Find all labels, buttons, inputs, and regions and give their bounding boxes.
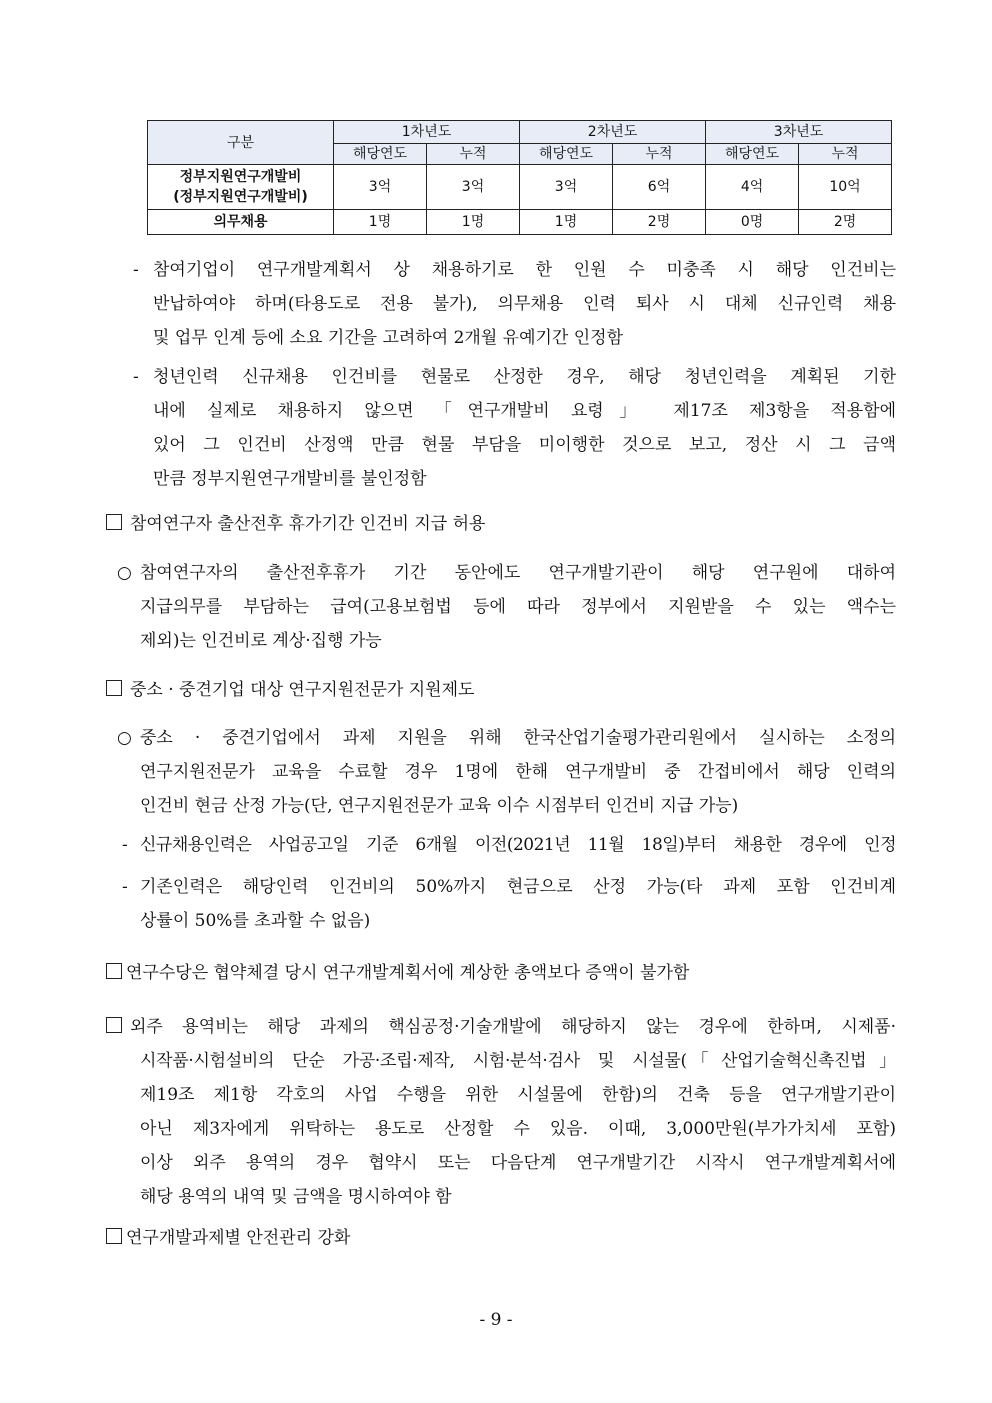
- paragraph-existing-staff: [140, 870, 896, 938]
- paragraph-research-expert: [140, 721, 896, 823]
- table-cell: 6억: [613, 165, 706, 210]
- dash-marker: -: [133, 367, 139, 387]
- checkbox-square-icon: [106, 963, 122, 979]
- header-year-3: 3차년도: [706, 121, 892, 144]
- text-line: 기존인력은 해당인력 인건비의 50%까지 현금으로 산정 가능(타 과제 포함 인건비계: [140, 877, 896, 897]
- text-line: 인건비 현금 산정 가능(단, 연구지원전문가 교육 이수 시점부터 인건비 지급 가능): [140, 796, 739, 816]
- text-line: 참여연구자의 출산전후휴가 기간 동안에도 연구개발기관이 해당 연구원에 대하여: [140, 563, 896, 583]
- text-line: 내에 실제로 채용하지 않으면 「연구개발비 요령」 제17조 제3항을 적용함에: [153, 401, 896, 421]
- dash-marker: -: [122, 877, 128, 897]
- dash-marker: -: [133, 260, 139, 280]
- header-year-2: 2차년도: [520, 121, 706, 144]
- paragraph-outsourcing-cont: [140, 1044, 896, 1214]
- text-line: 청년인력 신규채용 인건비를 현물로 산정한 경우, 해당 청년인력을 계획된 기한: [153, 367, 896, 387]
- heading-text: 연구개발과제별 안전관리 강화: [126, 1228, 351, 1248]
- text-line: 참여기업이 연구개발계획서 상 채용하기로 한 인원 수 미충족 시 해당 인건비는: [153, 260, 896, 280]
- text-line: 및 업무 인계 등에 소요 기간을 고려하여 2개월 유예기간 인정함: [153, 328, 623, 348]
- text-line: 해당 용역의 내역 및 금액을 명시하여야 함: [140, 1187, 452, 1207]
- text-line: 상률이 50%를 초과할 수 없음): [140, 911, 371, 931]
- funding-summary-table: [147, 120, 892, 235]
- header-year-1: 1차년도: [334, 121, 520, 144]
- header-category: 구분: [148, 121, 334, 165]
- subheader-current: 해당연도: [706, 144, 799, 165]
- row-label-line: 정부지원연구개발비: [179, 169, 302, 185]
- paragraph-youth-hiring: [153, 360, 896, 496]
- checkbox-marker-outsourcing: [106, 1010, 130, 1044]
- heading-text: 중소 · 중견기업 대상 연구지원전문가 지원제도: [130, 680, 475, 700]
- text-line: 아닌 제3자에게 위탁하는 용도로 산정할 수 있음. 이때, 3,000만원(부가가치세 포함): [140, 1119, 896, 1139]
- paragraph-new-hire: [140, 828, 896, 862]
- row-label-funding: [148, 165, 334, 210]
- dash-marker: -: [122, 835, 128, 855]
- table-cell: 10억: [799, 165, 892, 210]
- paragraph-refund-rule: [153, 253, 896, 355]
- paragraph-maternity-pay: [140, 556, 896, 658]
- table-cell: 4억: [706, 165, 799, 210]
- checkbox-square-icon: [106, 680, 122, 696]
- paragraph-outsourcing: [130, 1010, 896, 1044]
- table-cell: 1명: [334, 210, 427, 235]
- table-row: [148, 165, 892, 210]
- text-line: 반납하여야 하며(타용도로 전용 불가), 의무채용 인력 퇴사 시 대체 신규인력 채용: [153, 294, 896, 314]
- section-heading-research-allowance: [106, 956, 689, 990]
- subheader-cumulative: 누적: [613, 144, 706, 165]
- table-cell: 3억: [427, 165, 520, 210]
- checkbox-square-icon: [106, 514, 122, 530]
- table-cell: 3억: [520, 165, 613, 210]
- text-line: 시작품·시험설비의 단순 가공·조립·제작, 시험·분석·검사 및 시설물(「산업기술혁신촉진법」: [140, 1051, 896, 1071]
- text-line: 연구지원전문가 교육을 수료할 경우 1명에 한해 연구개발비 중 간접비에서 해당 인력의: [140, 762, 896, 782]
- row-label-hiring: 의무채용: [148, 210, 334, 235]
- section-heading-safety: [106, 1221, 350, 1255]
- text-line: 제19조 제1항 각호의 사업 수행을 위한 시설물에 한함)의 건축 등을 연구개발기관이: [140, 1085, 896, 1105]
- subheader-current: 해당연도: [520, 144, 613, 165]
- heading-text: 연구수당은 협약체결 당시 연구개발계획서에 계상한 총액보다 증액이 불가함: [126, 963, 690, 983]
- row-label-line: (정부지원연구개발비): [173, 189, 308, 205]
- checkbox-square-icon: [106, 1017, 122, 1033]
- text-line: 외주 용역비는 해당 과제의 핵심공정·기술개발에 해당하지 않는 경우에 한하며, 시제품·: [130, 1017, 896, 1037]
- circle-marker: ○: [117, 563, 132, 583]
- table-cell: 1명: [427, 210, 520, 235]
- section-heading-maternity: [106, 507, 485, 541]
- table-cell: 2명: [799, 210, 892, 235]
- subheader-cumulative: 누적: [427, 144, 520, 165]
- section-heading-research-expert: [106, 673, 474, 707]
- text-line: 있어 그 인건비 산정액 만큼 현물 부담을 미이행한 것으로 보고, 정산 시 그 금액: [153, 435, 896, 455]
- checkbox-square-icon: [106, 1228, 122, 1244]
- text-line: 이상 외주 용역의 경우 협약시 또는 다음단계 연구개발기간 시작시 연구개발계획서에: [140, 1153, 896, 1173]
- table-cell: 0명: [706, 210, 799, 235]
- heading-text: 참여연구자 출산전후 휴가기간 인건비 지급 허용: [130, 514, 486, 534]
- text-line: 제외)는 인건비로 계상·집행 가능: [140, 631, 382, 651]
- page-number: - 9 -: [479, 1310, 513, 1330]
- table-cell: 3억: [334, 165, 427, 210]
- subheader-current: 해당연도: [334, 144, 427, 165]
- table-cell: 1명: [520, 210, 613, 235]
- text-line: 만큼 정부지원연구개발비를 불인정함: [153, 469, 427, 489]
- table-cell: 2명: [613, 210, 706, 235]
- table-row: [148, 210, 892, 235]
- text-line: 지급의무를 부담하는 급여(고용보험법 등에 따라 정부에서 지원받을 수 있는 액수는: [140, 597, 896, 617]
- text-line: 신규채용인력은 사업공고일 기준 6개월 이전(2021년 11월 18일)부터 채용한 경우에 인정: [140, 835, 896, 855]
- text-line: 중소 · 중견기업에서 과제 지원을 위해 한국산업기술평가관리원에서 실시하는 소정의: [140, 728, 896, 748]
- circle-marker: ○: [117, 728, 132, 748]
- subheader-cumulative: 누적: [799, 144, 892, 165]
